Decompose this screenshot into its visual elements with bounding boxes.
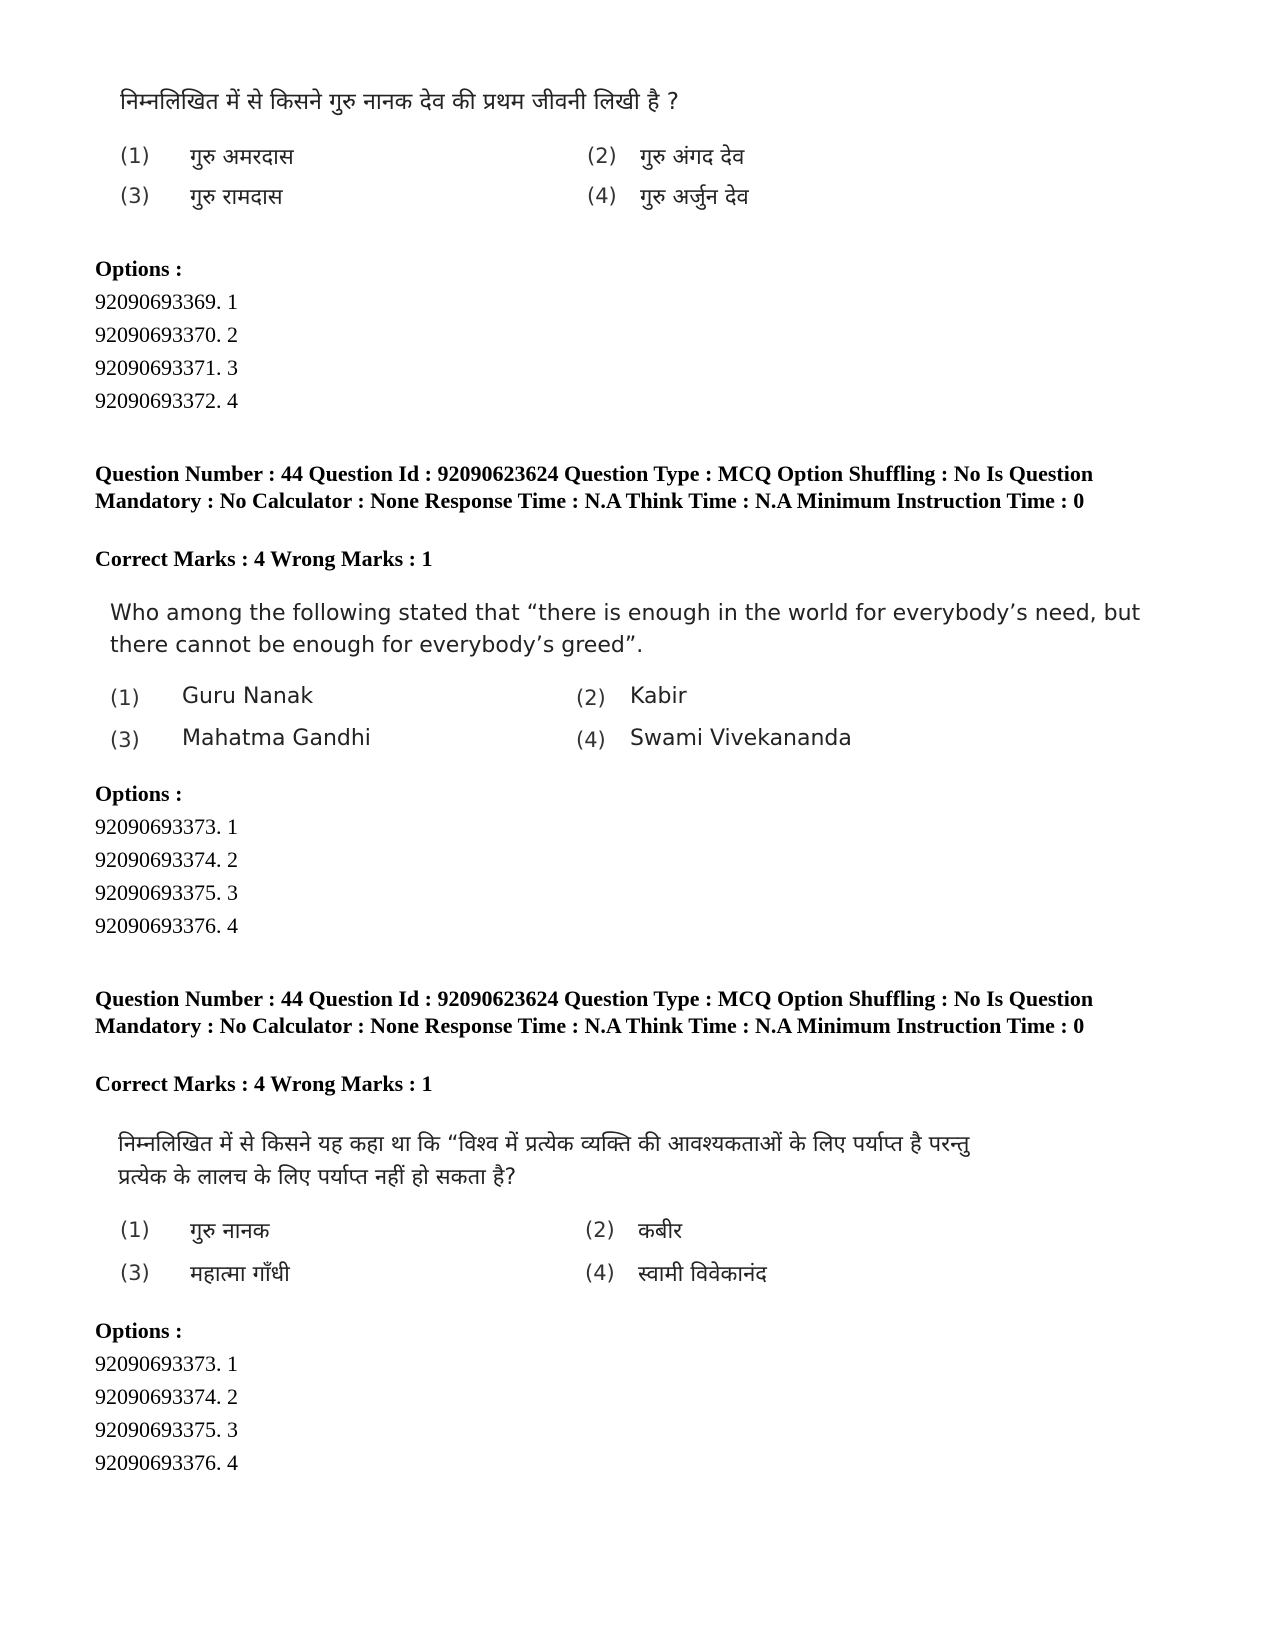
options-label: Options : <box>95 256 183 281</box>
option-item: 92090693376. 4 <box>95 1450 238 1475</box>
question-marks: Correct Marks : 4 Wrong Marks : 1 <box>95 1071 433 1096</box>
choice-text: कबीर <box>638 1219 683 1244</box>
choice-number: (4) <box>585 1261 615 1285</box>
choice-number: (3) <box>120 1261 150 1285</box>
choice-number: (4) <box>576 728 606 752</box>
choice-text: गुरु नानक <box>190 1219 270 1244</box>
choice-text: गुरु अर्जुन देव <box>640 185 749 210</box>
choice-text: गुरु रामदास <box>190 185 283 210</box>
choice-number: (3) <box>110 728 140 752</box>
question-meta: Question Number : 44 Question Id : 92090623624 Question Type : MCQ Option Shuffling : No Is Question Mandatory : No Calculator : None Response Time : N.A Think Time : N.A Minimum Instruction Time : 0 <box>95 461 1094 513</box>
choice-text: Guru Nanak <box>182 684 314 709</box>
option-item: 92090693375. 3 <box>95 1417 238 1442</box>
options-label: Options : <box>95 1318 183 1343</box>
option-item: 92090693374. 2 <box>95 1384 238 1409</box>
question-marks: Correct Marks : 4 Wrong Marks : 1 <box>95 546 433 571</box>
option-item: 92090693371. 3 <box>95 355 238 380</box>
choice-text: गुरु अंगद देव <box>640 145 745 170</box>
choice-text: Swami Vivekananda <box>630 726 852 751</box>
question-text: निम्नलिखित में से किसने गुरु नानक देव की प्रथम जीवनी लिखी है ? <box>120 89 679 115</box>
choice-text: Mahatma Gandhi <box>182 726 371 751</box>
choice-number: (2) <box>587 144 617 168</box>
options-list <box>95 1347 238 1479</box>
choice-number: (1) <box>120 1218 150 1242</box>
choice-text: गुरु अमरदास <box>190 145 294 170</box>
question-text-line2: प्रत्येक के लालच के लिए पर्याप्त नहीं हो सकता है? <box>118 1165 517 1190</box>
question-text-line1: Who among the following stated that “there is enough in the world for everybody’s need, but <box>110 601 1141 626</box>
option-item: 92090693373. 1 <box>95 814 238 839</box>
options-list <box>95 285 238 417</box>
option-item: 92090693372. 4 <box>95 388 238 413</box>
option-item: 92090693373. 1 <box>95 1351 238 1376</box>
choice-text: Kabir <box>630 684 687 709</box>
option-item: 92090693376. 4 <box>95 913 238 938</box>
options-list <box>95 810 238 942</box>
choice-number: (2) <box>576 686 606 710</box>
choice-number: (4) <box>587 184 617 208</box>
option-item: 92090693374. 2 <box>95 847 238 872</box>
question-text-line2: there cannot be enough for everybody’s greed”. <box>110 633 644 658</box>
option-item: 92090693369. 1 <box>95 289 238 314</box>
options-label: Options : <box>95 781 183 806</box>
option-item: 92090693375. 3 <box>95 880 238 905</box>
option-item: 92090693370. 2 <box>95 322 238 347</box>
choice-text: स्वामी विवेकानंद <box>638 1262 767 1287</box>
question-text-line1: निम्नलिखित में से किसने यह कहा था कि “विश्व में प्रत्येक व्यक्ति की आवश्यकताओं के लिए पर्याप्त है परन्तु <box>118 1132 970 1157</box>
choice-number: (1) <box>120 144 150 168</box>
choice-number: (2) <box>585 1218 615 1242</box>
choice-text: महात्मा गाँधी <box>190 1262 290 1287</box>
choice-number: (3) <box>120 184 150 208</box>
question-meta: Question Number : 44 Question Id : 92090623624 Question Type : MCQ Option Shuffling : No Is Question Mandatory : No Calculator : None Response Time : N.A Think Time : N.A Minimum Instruction Time : 0 <box>95 986 1094 1038</box>
choice-number: (1) <box>110 686 140 710</box>
